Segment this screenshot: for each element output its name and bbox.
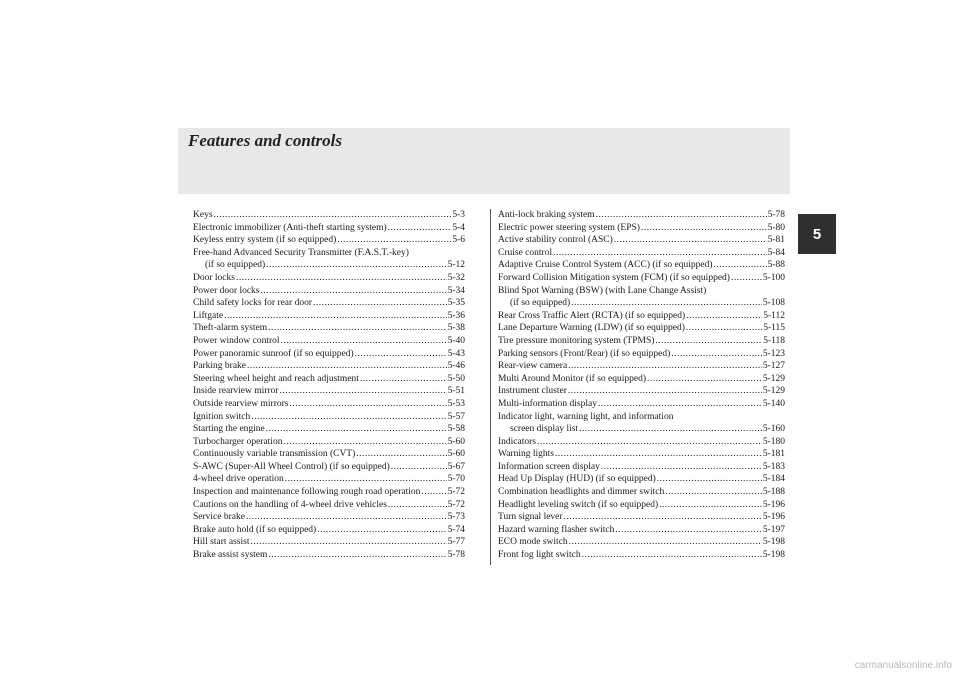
toc-leader-dots bbox=[251, 411, 446, 424]
toc-entry[interactable] bbox=[193, 448, 465, 461]
toc-entry-page: 5-38 bbox=[447, 323, 465, 334]
toc-entry-page: 5-184 bbox=[762, 474, 785, 485]
toc-entry-page: 5-6 bbox=[452, 235, 465, 246]
toc-entry-page: 5-140 bbox=[762, 398, 785, 409]
toc-entry[interactable] bbox=[193, 373, 465, 386]
toc-entry-title: Inside rearview mirror bbox=[193, 386, 279, 397]
toc-leader-dots bbox=[236, 272, 447, 285]
toc-entry[interactable] bbox=[193, 348, 465, 361]
toc-leader-dots bbox=[281, 335, 447, 348]
toc-leader-dots bbox=[655, 335, 762, 348]
toc-leader-dots bbox=[569, 536, 762, 549]
toc-leader-dots bbox=[356, 448, 446, 461]
toc-entry[interactable] bbox=[498, 259, 785, 272]
toc-entry[interactable] bbox=[498, 247, 785, 260]
toc-entry[interactable] bbox=[193, 360, 465, 373]
toc-entry-page: 5-183 bbox=[762, 461, 785, 472]
toc-leader-dots bbox=[614, 234, 767, 247]
toc-entry-page: 5-129 bbox=[762, 386, 785, 397]
toc-entry-title: Hazard warning flasher switch bbox=[498, 524, 615, 535]
toc-leader-dots bbox=[555, 448, 762, 461]
toc-entry[interactable] bbox=[193, 285, 465, 298]
toc-leader-dots bbox=[360, 373, 447, 386]
toc-entry[interactable] bbox=[193, 209, 465, 222]
toc-entry-page: 5-32 bbox=[447, 272, 465, 283]
toc-entry[interactable] bbox=[193, 259, 465, 272]
toc-entry-page: 5-50 bbox=[447, 373, 465, 384]
toc-entry-title: Outside rearview mirrors bbox=[193, 398, 289, 409]
toc-leader-dots bbox=[355, 348, 447, 361]
toc-entry-title: Keys bbox=[193, 210, 213, 220]
toc-leader-dots bbox=[671, 348, 762, 361]
toc-entry-title: Cruise control bbox=[498, 247, 553, 258]
toc-leader-dots bbox=[659, 499, 762, 512]
toc-entry-title: Rear Cross Traffic Alert (RCTA) (if so equipped) bbox=[498, 310, 686, 321]
toc-entry-title: Starting the engine bbox=[193, 424, 265, 435]
toc-leader-dots bbox=[568, 385, 762, 398]
toc-entry-title: (if so equipped) bbox=[510, 298, 571, 309]
toc-leader-dots bbox=[268, 549, 446, 562]
toc-entry-title: Turbocharger operation bbox=[193, 436, 283, 447]
toc-entry-page: 5-115 bbox=[763, 323, 785, 334]
toc-leader-dots bbox=[686, 310, 762, 323]
toc-entry-title: (if so equipped) bbox=[205, 260, 266, 271]
toc-entry[interactable] bbox=[193, 385, 465, 398]
toc-entry-page: 5-12 bbox=[447, 260, 465, 271]
toc-entry-title: Lane Departure Warning (LDW) (if so equipped) bbox=[498, 323, 685, 334]
toc-leader-dots bbox=[290, 398, 447, 411]
toc-leader-dots bbox=[224, 310, 447, 323]
toc-entry[interactable] bbox=[193, 322, 465, 335]
toc-entry-page: 5-197 bbox=[762, 524, 785, 535]
toc-entry-title: Turn signal lever bbox=[498, 512, 563, 523]
toc-entry-page: 5-118 bbox=[763, 335, 785, 346]
toc-leader-dots bbox=[564, 511, 762, 524]
toc-entry-page: 5-88 bbox=[767, 260, 785, 271]
toc-entry[interactable] bbox=[498, 486, 785, 499]
toc-leader-dots bbox=[268, 322, 446, 335]
toc-leader-dots bbox=[246, 511, 447, 524]
toc-entry-page: 5-36 bbox=[447, 310, 465, 321]
toc-entry-title: Electronic immobilizer (Anti-theft starting system) bbox=[193, 222, 387, 233]
toc-entry-title: Rear-view camera bbox=[498, 361, 568, 372]
toc-entry-page: 5-78 bbox=[767, 210, 785, 220]
toc-entry[interactable] bbox=[193, 234, 465, 247]
toc-entry-page: 5-51 bbox=[447, 386, 465, 397]
toc-entry[interactable] bbox=[498, 461, 785, 474]
toc-entry[interactable] bbox=[193, 461, 465, 474]
toc-entry[interactable] bbox=[498, 360, 785, 373]
toc-entry-title: Brake auto hold (if so equipped) bbox=[193, 524, 317, 535]
toc-entry-title: Electric power steering system (EPS) bbox=[498, 222, 640, 233]
toc-entry-page: 5-3 bbox=[452, 210, 465, 220]
toc-entry-title: 4-wheel drive operation bbox=[193, 474, 284, 485]
toc-entry[interactable] bbox=[193, 398, 465, 411]
toc-leader-dots bbox=[714, 259, 767, 272]
toc-entry[interactable] bbox=[498, 322, 785, 335]
toc-entry-title: Cautions on the handling of 4-wheel drive vehicles bbox=[193, 499, 387, 510]
toc-entry-title: Theft-alarm system bbox=[193, 323, 268, 334]
toc-entry[interactable] bbox=[193, 499, 465, 512]
watermark: carmanualsonline.info bbox=[854, 660, 952, 671]
toc-entry-title: Forward Collision Mitigation system (FCM) (if so equipped) bbox=[498, 272, 730, 283]
toc-entry[interactable] bbox=[498, 398, 785, 411]
toc-entry-page: 5-57 bbox=[447, 411, 465, 422]
toc-entry[interactable] bbox=[498, 411, 785, 424]
toc-entry[interactable] bbox=[193, 247, 465, 260]
toc-entry[interactable] bbox=[498, 549, 785, 562]
toc-entry-title: Information screen display bbox=[498, 461, 600, 472]
toc-entry-page: 5-100 bbox=[762, 272, 785, 283]
toc-entry[interactable] bbox=[498, 297, 785, 310]
toc-entry-page: 5-72 bbox=[447, 499, 465, 510]
toc-leader-dots bbox=[615, 524, 761, 537]
toc-entry[interactable] bbox=[193, 436, 465, 449]
toc-leader-dots bbox=[388, 499, 447, 512]
toc-leader-dots bbox=[421, 486, 446, 499]
toc-right-column bbox=[498, 209, 785, 562]
chapter-header bbox=[178, 128, 790, 194]
toc-entry[interactable] bbox=[498, 209, 785, 222]
toc-leader-dots bbox=[247, 360, 447, 373]
toc-entry-title: Headlight leveling switch (if so equipped) bbox=[498, 499, 659, 510]
toc-entry-page: 5-43 bbox=[447, 348, 465, 359]
toc-leader-dots bbox=[571, 297, 762, 310]
toc-entry[interactable] bbox=[498, 499, 785, 512]
toc-entry-title: Blind Spot Warning (BSW) (with Lane Change Assist) bbox=[498, 285, 707, 296]
toc-leader-dots bbox=[214, 209, 452, 222]
toc-leader-dots bbox=[582, 549, 762, 562]
toc-leader-dots bbox=[285, 473, 447, 486]
toc-entry-title: Liftgate bbox=[193, 310, 224, 321]
toc-entry-page: 5-35 bbox=[447, 298, 465, 309]
toc-leader-dots bbox=[266, 259, 446, 272]
toc-leader-dots bbox=[598, 398, 762, 411]
toc-entry-title: Keyless entry system (if so equipped) bbox=[193, 235, 337, 246]
toc-entry-title: Multi Around Monitor (if so equipped) bbox=[498, 373, 647, 384]
toc-entry-title: Anti-lock braking system bbox=[498, 210, 595, 220]
toc-entry[interactable] bbox=[498, 423, 785, 436]
toc-entry-title: Door locks bbox=[193, 272, 235, 283]
toc-leader-dots bbox=[537, 436, 762, 449]
toc-leader-dots bbox=[647, 373, 762, 386]
toc-entry[interactable] bbox=[498, 272, 785, 285]
toc-entry-page: 5-34 bbox=[447, 285, 465, 296]
toc-entry-title: Indicator light, warning light, and information bbox=[498, 411, 674, 422]
toc-entry-page: 5-198 bbox=[762, 537, 785, 548]
toc-entry-page: 5-160 bbox=[762, 424, 785, 435]
toc-leader-dots bbox=[596, 209, 767, 222]
toc-entry-title: Power door locks bbox=[193, 285, 260, 296]
toc-leader-dots bbox=[250, 536, 446, 549]
toc-entry[interactable] bbox=[193, 297, 465, 310]
toc-leader-dots bbox=[579, 423, 762, 436]
toc-entry[interactable] bbox=[193, 524, 465, 537]
toc-entry-title: Parking sensors (Front/Rear) (if so equipped) bbox=[498, 348, 671, 359]
toc-leader-dots bbox=[266, 423, 447, 436]
toc-entry[interactable] bbox=[193, 335, 465, 348]
toc-entry[interactable] bbox=[498, 222, 785, 235]
toc-entry-title: ECO mode switch bbox=[498, 537, 568, 548]
toc-leader-dots bbox=[553, 247, 766, 260]
toc-entry[interactable] bbox=[193, 511, 465, 524]
toc-leader-dots bbox=[391, 461, 447, 474]
chapter-title: Features and controls bbox=[188, 131, 342, 150]
toc-leader-dots bbox=[665, 486, 762, 499]
toc-entry[interactable] bbox=[498, 524, 785, 537]
toc-entry[interactable] bbox=[193, 310, 465, 323]
toc-entry[interactable] bbox=[498, 436, 785, 449]
toc-entry[interactable] bbox=[193, 486, 465, 499]
toc-entry[interactable] bbox=[498, 234, 785, 247]
toc-entry-page: 5-53 bbox=[447, 398, 465, 409]
column-divider bbox=[490, 209, 491, 565]
toc-leader-dots bbox=[261, 285, 447, 298]
toc-entry[interactable] bbox=[193, 536, 465, 549]
toc-entry-page: 5-112 bbox=[763, 310, 785, 321]
toc-entry[interactable] bbox=[498, 473, 785, 486]
toc-entry[interactable] bbox=[498, 511, 785, 524]
toc-entry-title: Steering wheel height and reach adjustment bbox=[193, 373, 359, 384]
toc-entry[interactable] bbox=[193, 423, 465, 436]
toc-entry-title: Ignition switch bbox=[193, 411, 251, 422]
toc-entry-page: 5-108 bbox=[762, 298, 785, 309]
toc-entry[interactable] bbox=[193, 272, 465, 285]
toc-leader-dots bbox=[686, 322, 762, 335]
toc-entry-title: Multi-information display bbox=[498, 398, 597, 409]
toc-entry-page: 5-80 bbox=[767, 222, 785, 233]
toc-entry-page: 5-4 bbox=[452, 222, 465, 233]
toc-entry-page: 5-40 bbox=[447, 335, 465, 346]
toc-leader-dots bbox=[337, 234, 451, 247]
toc-entry-page: 5-78 bbox=[447, 550, 465, 561]
toc-entry-page: 5-181 bbox=[762, 449, 785, 460]
chapter-number-tab: 5 bbox=[798, 214, 836, 254]
toc-entry[interactable] bbox=[193, 411, 465, 424]
toc-entry-title: S-AWC (Super-All Wheel Control) (if so equipped) bbox=[193, 461, 390, 472]
toc-entry-page: 5-67 bbox=[447, 461, 465, 472]
toc-entry-page: 5-196 bbox=[762, 499, 785, 510]
toc-leader-dots bbox=[731, 272, 762, 285]
toc-entry-page: 5-198 bbox=[762, 550, 785, 561]
toc-entry-page: 5-46 bbox=[447, 361, 465, 372]
toc-entry-page: 5-127 bbox=[762, 361, 785, 372]
toc-entry[interactable] bbox=[498, 285, 785, 298]
toc-entry-title: Free-hand Advanced Security Transmitter (F.A.S.T.-key) bbox=[193, 247, 409, 258]
toc-entry-page: 5-60 bbox=[447, 449, 465, 460]
toc-entry-page: 5-60 bbox=[447, 436, 465, 447]
toc-entry-title: Indicators bbox=[498, 436, 536, 447]
toc-entry[interactable] bbox=[193, 473, 465, 486]
toc-entry-title: screen display list bbox=[510, 424, 579, 435]
toc-leader-dots bbox=[388, 222, 452, 235]
toc-entry-title: Combination headlights and dimmer switch bbox=[498, 487, 665, 498]
toc-entry[interactable] bbox=[498, 448, 785, 461]
toc-entry[interactable] bbox=[498, 335, 785, 348]
toc-entry-title: Service brake bbox=[193, 512, 245, 523]
toc-leader-dots bbox=[317, 524, 446, 537]
toc-left-column bbox=[193, 209, 465, 562]
toc-entry[interactable] bbox=[498, 373, 785, 386]
toc-entry-page: 5-58 bbox=[447, 424, 465, 435]
toc-entry-title: Warning lights bbox=[498, 449, 554, 460]
toc-entry-page: 5-77 bbox=[447, 537, 465, 548]
toc-entry[interactable] bbox=[498, 348, 785, 361]
toc-entry-page: 5-73 bbox=[447, 512, 465, 523]
toc-entry-title: Instrument cluster bbox=[498, 386, 567, 397]
toc-entry-page: 5-72 bbox=[447, 487, 465, 498]
toc-entry-page: 5-84 bbox=[767, 247, 785, 258]
toc-entry-title: Child safety locks for rear door bbox=[193, 298, 312, 309]
toc-leader-dots bbox=[568, 360, 762, 373]
toc-entry[interactable] bbox=[193, 222, 465, 235]
toc-leader-dots bbox=[279, 385, 446, 398]
toc-entry-page: 5-123 bbox=[762, 348, 785, 359]
toc-leader-dots bbox=[657, 473, 762, 486]
toc-entry[interactable] bbox=[193, 549, 465, 562]
toc-entry-page: 5-70 bbox=[447, 474, 465, 485]
toc-entry-page: 5-196 bbox=[762, 512, 785, 523]
toc-leader-dots bbox=[601, 461, 762, 474]
toc-entry-title: Continuously variable transmission (CVT) bbox=[193, 449, 356, 460]
toc-entry-title: Power panoramic sunroof (if so equipped) bbox=[193, 348, 354, 359]
toc-entry-page: 5-81 bbox=[767, 235, 785, 246]
toc-entry-title: Adaptive Cruise Control System (ACC) (if so equipped) bbox=[498, 260, 713, 271]
toc-entry-title: Inspection and maintenance following rough road operation bbox=[193, 487, 421, 498]
toc-leader-dots bbox=[313, 297, 447, 310]
toc-entry-title: Power window control bbox=[193, 335, 280, 346]
toc-entry-title: Hill start assist bbox=[193, 537, 250, 548]
toc-entry-title: Parking brake bbox=[193, 361, 247, 372]
toc-entry[interactable] bbox=[498, 310, 785, 323]
toc-entry-page: 5-129 bbox=[762, 373, 785, 384]
toc-entry-title: Front fog light switch bbox=[498, 550, 581, 561]
toc-leader-dots bbox=[641, 222, 767, 235]
toc-entry-page: 5-74 bbox=[447, 524, 465, 535]
toc-entry[interactable] bbox=[498, 385, 785, 398]
toc-entry-title: Brake assist system bbox=[193, 550, 268, 561]
toc-entry-title: Head Up Display (HUD) (if so equipped) bbox=[498, 474, 656, 485]
toc-leader-dots bbox=[283, 436, 446, 449]
toc-entry-title: Tire pressure monitoring system (TPMS) bbox=[498, 335, 655, 346]
toc-entry-page: 5-180 bbox=[762, 436, 785, 447]
toc-entry[interactable] bbox=[498, 536, 785, 549]
toc-entry-title: Active stability control (ASC) bbox=[498, 235, 613, 246]
toc-entry-page: 5-188 bbox=[762, 487, 785, 498]
